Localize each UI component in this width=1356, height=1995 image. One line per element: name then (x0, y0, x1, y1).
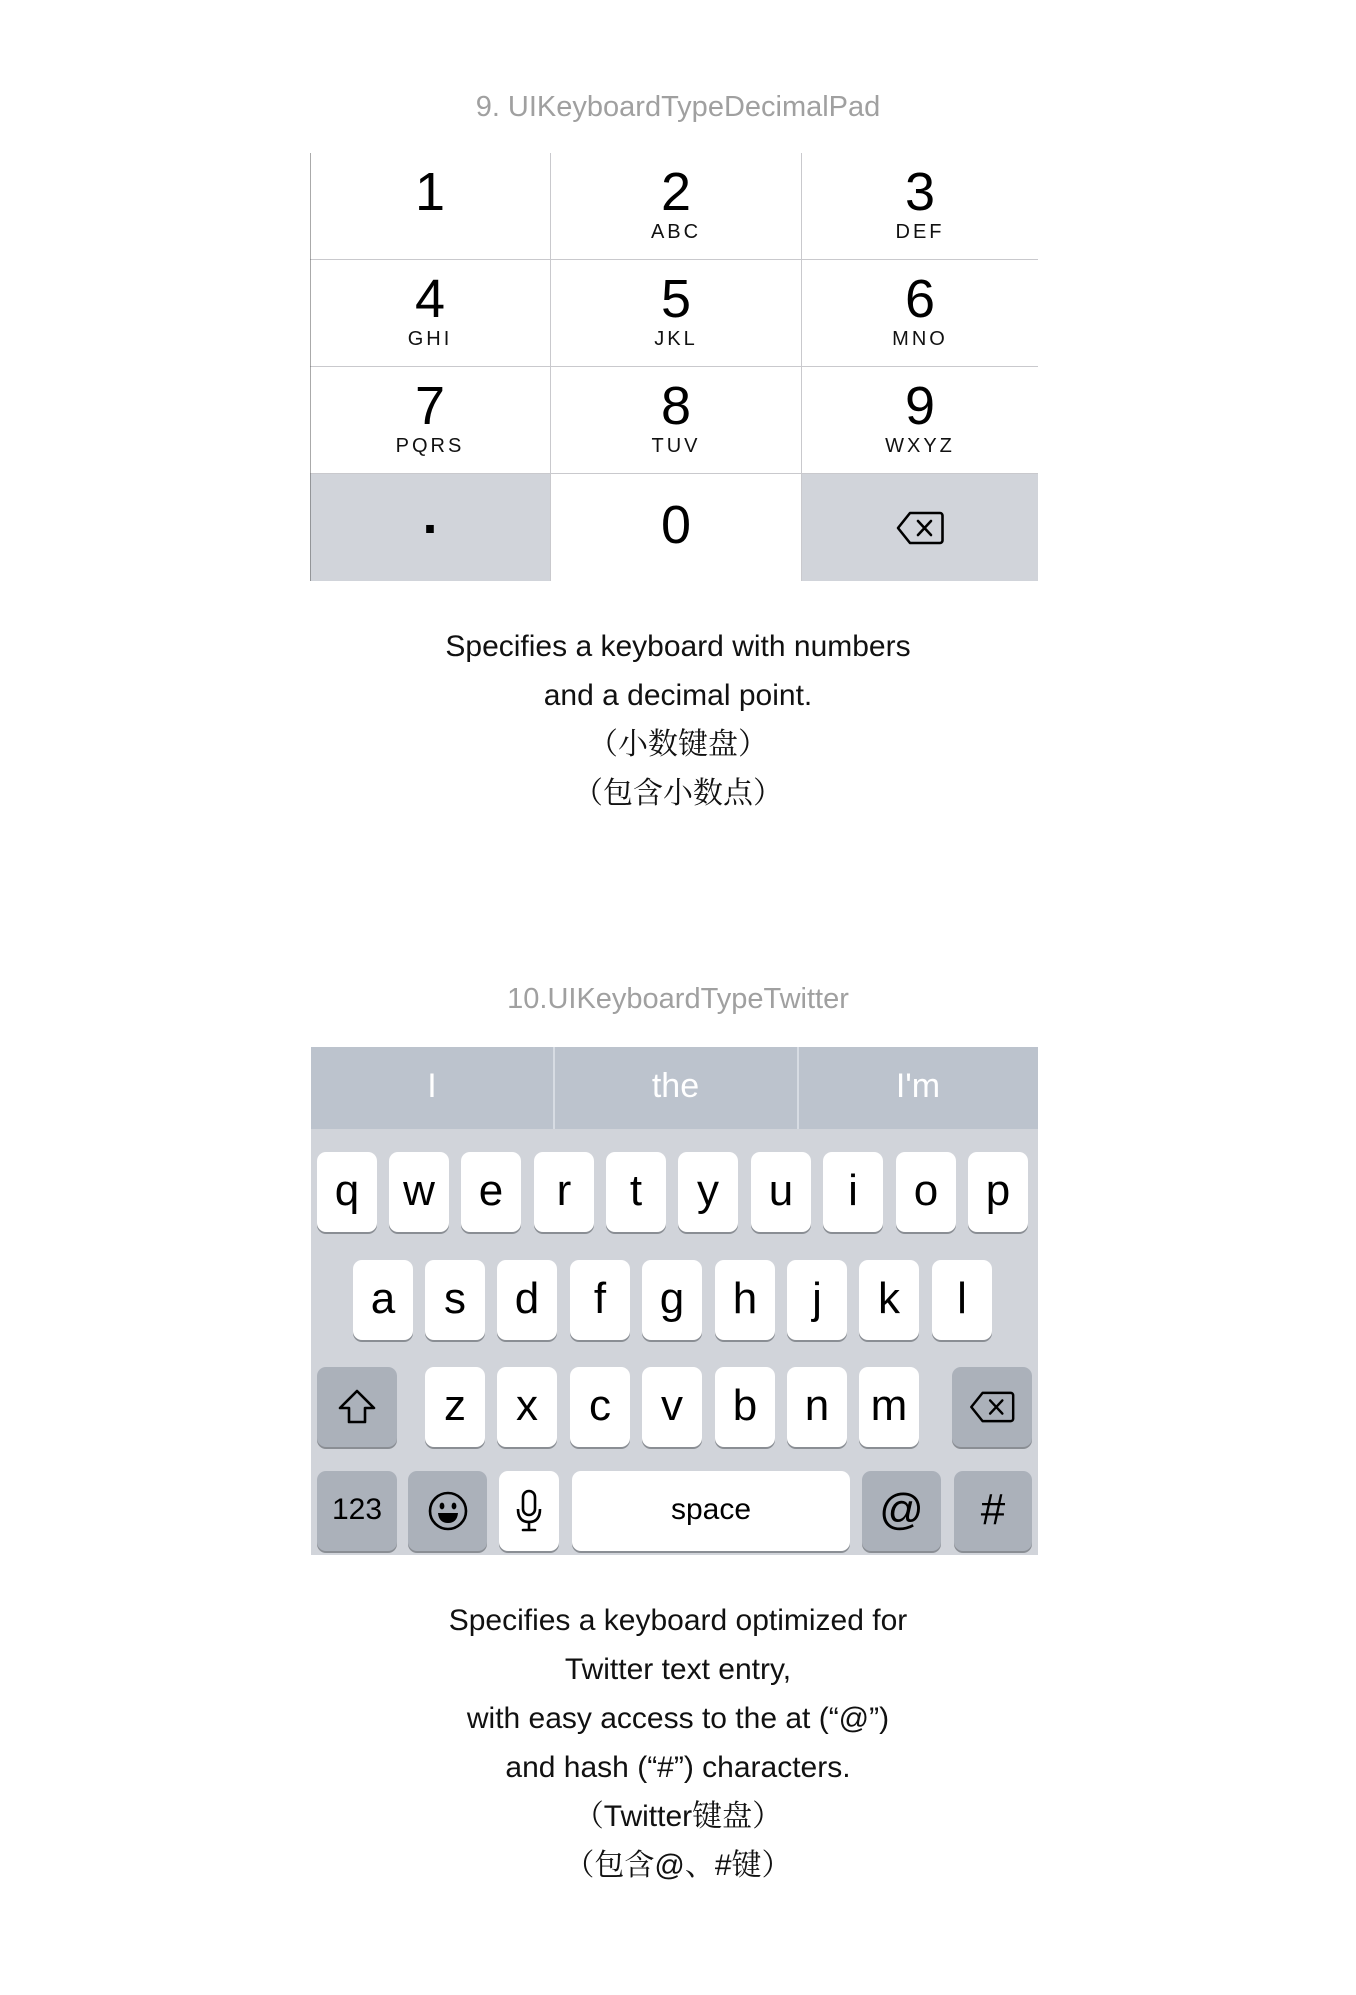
key-0[interactable] (551, 474, 802, 581)
prediction-item[interactable]: I'm (895, 1067, 941, 1105)
key-g[interactable]: g (642, 1260, 702, 1340)
key-2[interactable] (551, 153, 802, 260)
key-o[interactable]: o (896, 1152, 956, 1232)
key-h[interactable]: h (715, 1260, 775, 1340)
key-3[interactable] (802, 153, 1038, 260)
description-line: Specifies a keyboard optimized for (448, 1604, 908, 1637)
key-q[interactable]: q (317, 1152, 377, 1232)
key-letters: ABC (650, 221, 702, 243)
delete-key[interactable] (952, 1367, 1032, 1447)
key-letters: JKL (654, 328, 698, 350)
key-k[interactable]: k (859, 1260, 919, 1340)
prediction-item[interactable]: the (651, 1067, 700, 1105)
description-line: and a decimal point. (543, 679, 813, 712)
key-t[interactable]: t (606, 1152, 666, 1232)
key-l[interactable]: l (932, 1260, 992, 1340)
key-f[interactable]: f (570, 1260, 630, 1340)
key-4[interactable] (310, 260, 551, 367)
key-digit: 7 (414, 376, 446, 436)
space-key[interactable]: space (572, 1471, 850, 1551)
key-u[interactable]: u (751, 1152, 811, 1232)
key-digit: 6 (904, 269, 936, 329)
key-digit: 4 (414, 269, 446, 329)
numbers-key[interactable]: 123 (317, 1471, 397, 1551)
prediction-item[interactable]: I (427, 1067, 437, 1105)
description-line: （小数键盘） (588, 728, 768, 761)
key-letters: MNO (892, 328, 948, 350)
microphone-key[interactable] (499, 1471, 559, 1551)
description-line: and hash (“#”) characters. (505, 1751, 851, 1784)
decimal-point-key[interactable] (310, 474, 551, 581)
key-c[interactable]: c (570, 1367, 630, 1447)
key-y[interactable]: y (678, 1152, 738, 1232)
key-w[interactable]: w (389, 1152, 449, 1232)
microphone-icon (515, 1489, 543, 1533)
key-letters: WXYZ (885, 435, 955, 457)
prediction-bar (311, 1047, 1038, 1129)
key-s[interactable]: s (425, 1260, 485, 1340)
key-letters: GHI (407, 328, 453, 350)
key-digit: 1 (414, 162, 446, 222)
description-line: （包含小数点） (573, 777, 783, 810)
section-9-description (0, 622, 1356, 818)
shift-icon (337, 1388, 377, 1426)
key-p[interactable]: p (968, 1152, 1028, 1232)
key-z[interactable]: z (425, 1367, 485, 1447)
section-10-title: 10.UIKeyboardTypeTwitter (507, 983, 849, 1015)
key-b[interactable]: b (715, 1367, 775, 1447)
twitter-keyboard (311, 1047, 1038, 1555)
description-line: （Twitter键盘） (573, 1800, 783, 1833)
key-letters: TUV (651, 435, 701, 457)
key-a[interactable]: a (353, 1260, 413, 1340)
delete-key[interactable] (802, 474, 1038, 581)
key-8[interactable] (551, 367, 802, 474)
description-line: Twitter text entry, (564, 1653, 792, 1686)
section-10-description (0, 1596, 1356, 1890)
emoji-key[interactable] (408, 1471, 487, 1551)
section-9-title: 9. UIKeyboardTypeDecimalPad (475, 91, 881, 123)
description-line: Specifies a keyboard with numbers (445, 630, 911, 663)
key-m[interactable]: m (859, 1367, 919, 1447)
key-digit: 2 (660, 162, 692, 222)
key-d[interactable]: d (497, 1260, 557, 1340)
key-label: . (422, 485, 438, 545)
key-r[interactable]: r (534, 1152, 594, 1232)
delete-backward-icon (896, 511, 944, 545)
key-e[interactable]: e (461, 1152, 521, 1232)
key-9[interactable] (802, 367, 1038, 474)
key-6[interactable] (802, 260, 1038, 367)
hash-key[interactable]: # (954, 1471, 1032, 1551)
key-n[interactable]: n (787, 1367, 847, 1447)
key-1[interactable] (310, 153, 551, 260)
key-j[interactable]: j (787, 1260, 847, 1340)
key-v[interactable]: v (642, 1367, 702, 1447)
key-digit: 5 (660, 269, 692, 329)
divider (310, 153, 311, 581)
delete-backward-icon (969, 1391, 1015, 1423)
key-x[interactable]: x (497, 1367, 557, 1447)
key-i[interactable]: i (823, 1152, 883, 1232)
key-letters: DEF (895, 221, 945, 243)
key-letters: PQRS (395, 435, 465, 457)
description-line: （包含@、#键） (564, 1849, 792, 1882)
key-digit: 8 (660, 376, 692, 436)
decimal-pad-keyboard (310, 153, 1038, 581)
emoji-icon (427, 1490, 469, 1532)
key-digit: 3 (904, 162, 936, 222)
at-key[interactable]: @ (862, 1471, 941, 1551)
key-digit: 0 (660, 495, 692, 555)
key-digit: 9 (904, 376, 936, 436)
key-7[interactable] (310, 367, 551, 474)
description-line: with easy access to the at (“@”) (466, 1702, 890, 1735)
key-5[interactable] (551, 260, 802, 367)
shift-key[interactable] (317, 1367, 397, 1447)
